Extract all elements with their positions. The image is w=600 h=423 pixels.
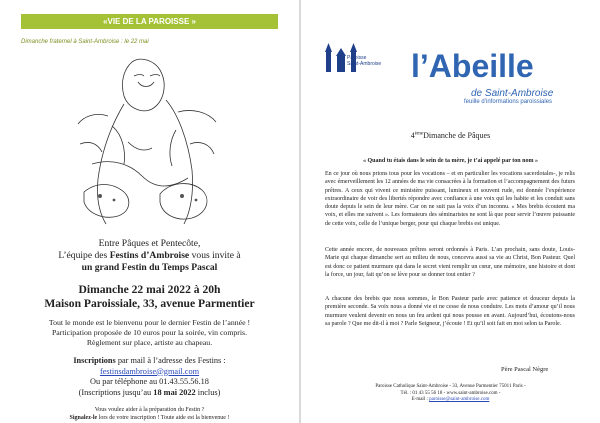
- right-page: [301, 0, 600, 423]
- footer-email-line: [301, 397, 600, 404]
- intro-line-3: un grand Festin du Temps Pascal: [81, 262, 218, 273]
- author-signature: Père Pascal Nègre: [501, 366, 549, 373]
- deadline-text: (Inscriptions jusqu’au: [78, 387, 154, 397]
- parish-caption: [347, 55, 381, 67]
- heading-number: 4: [410, 131, 415, 140]
- footer-address: Paroisse Catholique Saint-Ambroise - 33, Avenue Parmentier 75011 Paris -: [375, 384, 526, 389]
- registration-text: par mail à l’adresse des Festins :: [115, 356, 226, 365]
- footer-email-label: E-mail :: [411, 397, 430, 402]
- intro-line-1: Entre Pâques et Pentecôte,: [98, 238, 201, 249]
- festins-name: Festins d’Ambroise: [109, 250, 190, 261]
- article-paragraph-1: En ce jour où nous prions tous pour les vocations – et en particulier les vocations sacerdotales-, je relis avec émerveillement les 12 années de ma vie consacrées à la formation et l’accompagnement des futurs prêtres. A ceux qui vivent ce ministère puissant, lumineux et souvent rude, est donnée l’expérience extraordinaire de voir des libertés répondre avec confiance à une voix qui les habite et les conduit sans doute depuis le sein de leur mère. Car on ne suit pas la voix d’un inconnu. « Mes brebis écoutent ma voix, et elles me suivent ». Les formateurs des séminaristes ne sont là que pour servir l’œuvre puissante de cette voix, celle de l’unique berger, pour qui chaque brebis est unique.: [325, 171, 575, 227]
- help-note: [8, 407, 291, 422]
- help-line-2: [8, 415, 291, 423]
- intro-text: vous invite à: [189, 250, 241, 261]
- deadline-text: inclus): [195, 387, 221, 397]
- registration-label: Inscriptions: [73, 356, 116, 365]
- event-subtitle: Dimanche fraternel à Saint-Ambroise : le 22 mai: [21, 39, 149, 45]
- footer-contact: Tél. : 01 43 55 56 18 - www.saint-ambroise.com -: [400, 390, 501, 396]
- newsletter-subtitle: de Saint-Ambroise: [471, 88, 554, 99]
- sunday-heading: [301, 131, 600, 140]
- parish-caption-line-2: Saint-Ambroise: [347, 61, 382, 67]
- event-details: [8, 283, 291, 311]
- section-banner: «VIE DE LA PAROISSE »: [21, 14, 278, 29]
- christ-and-lambs-sketch-image: [72, 54, 222, 230]
- newsletter-tagline: feuille d’informations paroissiales: [464, 99, 553, 105]
- intro-line-2: [8, 250, 291, 262]
- registration-info: [8, 356, 291, 398]
- heading-suffix: ème: [414, 131, 424, 137]
- event-location: Maison Paroissiale, 33, avenue Parmentier: [44, 297, 255, 310]
- heading-text: Dimanche de Pâques: [423, 131, 491, 140]
- help-bold: Signalez-le: [69, 414, 98, 421]
- help-text: lors de votre inscription ! Toute aide est la bienvenue !: [97, 414, 230, 421]
- event-date: Dimanche 22 mai 2022 à 20h: [78, 283, 221, 296]
- deadline-date: 18 mai 2022: [153, 387, 196, 397]
- deadline-line: [8, 388, 291, 399]
- invitation-intro: [8, 238, 291, 274]
- gospel-quote: « Quand tu étais dans le sein de ta mère, je t’ai appelé par ton nom »: [363, 158, 538, 164]
- desc-line-3: Règlement sur place, artiste au chapeau.: [86, 338, 213, 347]
- article-paragraph-2: Cette année encore, de nouveaux prêtres seront ordonnés à Paris. L’an prochain, sans doute, Louis-Marie qui chaque dimanche sert au milieu de nous, concevra aussi sa vie au Christ, Bon Pasteur. Quel est donc ce patient murmure qui dans le secret vient remplir un cœur, une mémoire, une histoire et dont la force, un jour, fait qu’on se lève pour se donner tout entier ?: [325, 247, 575, 278]
- article-paragraph-3: A chacune des brebis que nous sommes, le Bon Pasteur parle avec patience et douceur depuis la première seconde. Sa voix nous a donné vie et ne cesse de nous conduire. Les mots d’amour qu’il nous murmure veulent devenir en nous un feu ardent qui nous pousse en avant. Aujourd’hui, écoutons-nous sa parole ? Que me dit-il à moi ? Parle Seigneur, j’écoute ! Et qu’il soit fait en moi selon ta Parole.: [325, 296, 575, 327]
- left-page: [0, 0, 299, 423]
- desc-line-2: Participation proposée de 10 euros pour la soirée, vin compris.: [51, 328, 248, 337]
- registration-line: [8, 356, 291, 367]
- newsletter-title: l’Abeille: [411, 48, 534, 84]
- intro-text: L’équipe des: [58, 250, 110, 261]
- parish-footer: [301, 384, 600, 404]
- footer-email-link[interactable]: paroisse@saint-ambroise.com: [429, 397, 490, 402]
- desc-line-1: Tout le monde est le bienvenu pour le dernier Festin de l’année !: [48, 318, 251, 327]
- festins-email-link[interactable]: festinsdambroise@gmail.com: [99, 366, 200, 376]
- parish-caption-line-1: Paroisse: [347, 55, 367, 61]
- help-line-1: Vous voulez aider à la préparation du Festin ?: [94, 407, 205, 413]
- phone-line: Ou par téléphone au 01.43.55.56.18: [90, 377, 209, 386]
- event-description: [8, 318, 291, 348]
